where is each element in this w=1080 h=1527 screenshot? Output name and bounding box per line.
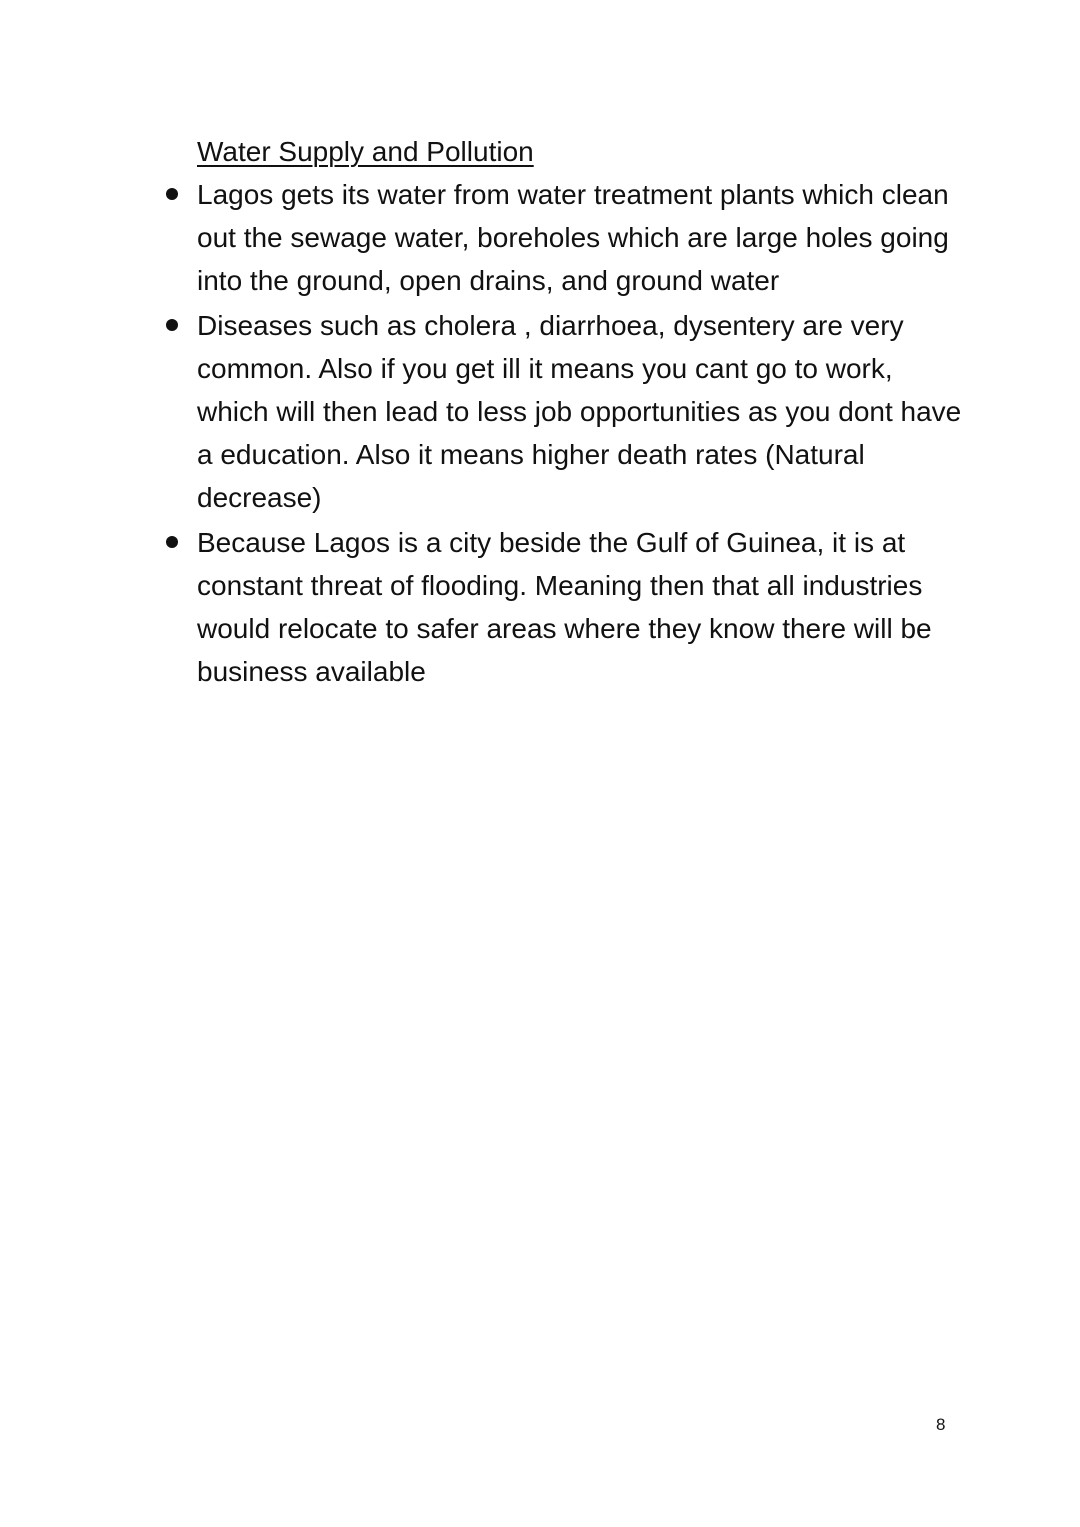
section-heading: Water Supply and Pollution (197, 136, 534, 167)
bullet-item (162, 521, 962, 693)
bullet-item (162, 173, 962, 302)
page-number: 8 (936, 1415, 946, 1434)
bullet-icon (166, 319, 178, 331)
bullet-list (162, 173, 962, 693)
page-content (162, 130, 962, 695)
bullet-item (162, 304, 962, 519)
bullet-icon (166, 188, 178, 200)
bullet-text: Lagos gets its water from water treatment plants which clean out the sewage water, boreholes which are large holes going into the ground, open drains, and ground water (197, 179, 949, 296)
bullet-text: Diseases such as cholera , diarrhoea, dysentery are very common. Also if you get ill it means you cant go to work, which will then lead to less job opportunities as you dont have a education. Also it means higher death rates (Natural decrease) (197, 310, 962, 513)
bullet-text: Because Lagos is a city beside the Gulf of Guinea, it is at constant threat of flooding. Meaning then that all industries would relocate to safer areas where they know there will be business available (197, 527, 932, 687)
bullet-icon (166, 536, 178, 548)
